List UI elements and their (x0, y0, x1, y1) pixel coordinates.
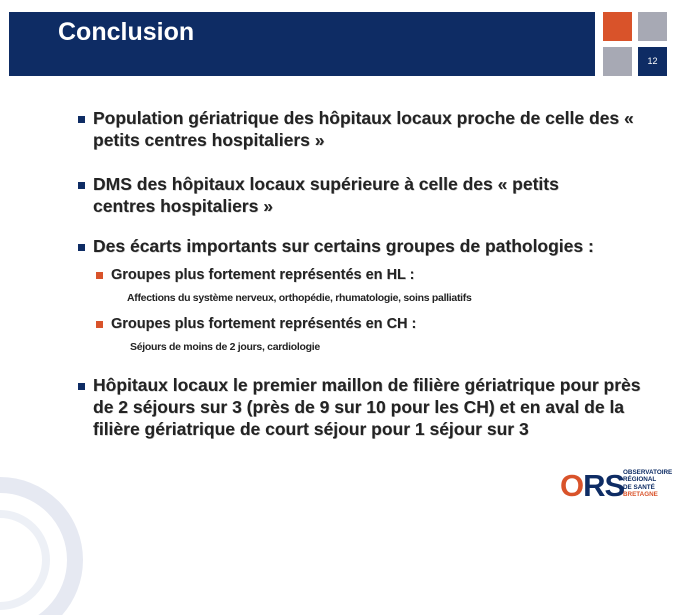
decor-square-gray-2 (603, 47, 632, 76)
bullet-text: DMS des hôpitaux locaux supérieure à celle des « petits centres hospitaliers » (93, 174, 559, 216)
ors-logo (557, 467, 682, 511)
decorative-arcs (0, 455, 120, 615)
ors-logo-text: OBSERVATOIRE RÉGIONAL DE SANTÉ BRETAGNE (623, 469, 673, 499)
sub-bullet-detail: Affections du système nerveux, orthopédie, rhumatologie, soins palliatifs (127, 292, 472, 304)
page-number: 12 (647, 56, 658, 66)
sub-bullet-marker (96, 321, 103, 328)
decor-square-gray (638, 12, 667, 41)
bullet-marker (78, 244, 85, 251)
sub-bullet-text: Groupes plus fortement représentés en CH : (111, 316, 417, 332)
bullet-text: Population gériatrique des hôpitaux locaux proche de celle des « petits centres hospitaliers » (93, 108, 634, 150)
slide-title: Conclusion (58, 18, 195, 46)
bullet-marker (78, 182, 85, 189)
bullet-text: Hôpitaux locaux le premier maillon de filière gériatrique pour près de 2 séjours sur 3 (près de 9 sur 10 pour les CH) et en aval de la filière gériatrique de court séjour pour 1 séjour sur 3 (93, 375, 641, 439)
bullet-marker (78, 116, 85, 123)
sub-bullet-text: Groupes plus fortement représentés en HL : (111, 267, 415, 283)
sub-bullet-detail: Séjours de moins de 2 jours, cardiologie (130, 341, 320, 353)
decor-square-orange (603, 12, 632, 41)
ors-logo-mark: ORS (560, 468, 625, 503)
bullet-marker (78, 383, 85, 390)
bullet-text: Des écarts importants sur certains groupes de pathologies : (93, 236, 594, 256)
sub-bullet-marker (96, 272, 103, 279)
